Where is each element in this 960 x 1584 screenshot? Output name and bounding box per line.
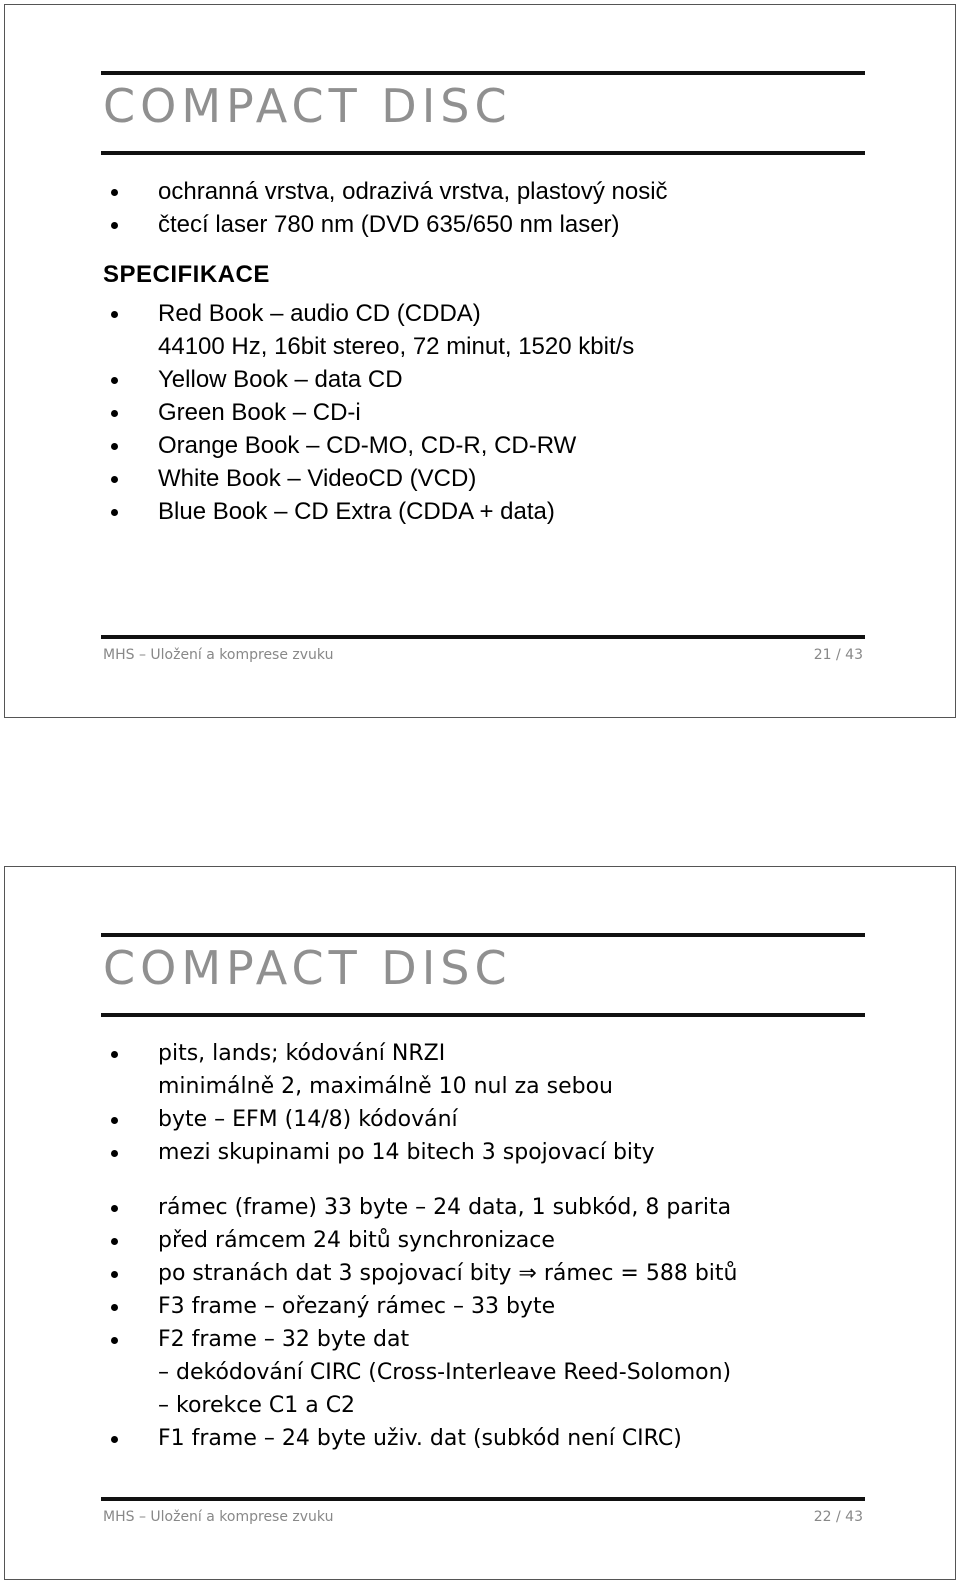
footer-rule	[101, 1497, 865, 1501]
list-item: Blue Book – CD Extra (CDDA + data)	[103, 495, 863, 528]
list-item: pits, lands; kódování NRZI	[103, 1037, 863, 1070]
list-item: F2 frame – 32 byte dat	[103, 1323, 863, 1356]
title-bottom-rule	[101, 1013, 865, 1017]
list-item: Red Book – audio CD (CDDA)	[103, 297, 863, 330]
list-item: po stranách dat 3 spojovací bity ⇒ rámec = 588 bitů	[103, 1257, 863, 1290]
list-item-continuation: 44100 Hz, 16bit stereo, 72 minut, 1520 kbit/s	[158, 333, 635, 360]
list-item: White Book – VideoCD (VCD)	[103, 462, 863, 495]
footer-course: MHS – Uložení a komprese zvuku	[103, 1509, 334, 1525]
slide-content	[103, 175, 863, 528]
slide-22	[4, 866, 956, 1580]
list-item: F1 frame – 24 byte uživ. dat (subkód není CIRC)	[103, 1422, 863, 1455]
list-item: mezi skupinami po 14 bitech 3 spojovací bity	[103, 1136, 863, 1169]
title-bottom-rule	[101, 151, 865, 155]
list-item-continuation: minimálně 2, maximálně 10 nul za sebou	[158, 1074, 613, 1099]
slide-title: COMPACT DISC	[103, 941, 512, 995]
page-number: 21 / 43	[813, 647, 863, 663]
list-item: ochranná vrstva, odrazivá vrstva, plastový nosič	[103, 175, 863, 208]
list-item: Green Book – CD-i	[103, 396, 863, 429]
list-item: F3 frame – ořezaný rámec – 33 byte	[103, 1290, 863, 1323]
list-item: Orange Book – CD-MO, CD-R, CD-RW	[103, 429, 863, 462]
list-subitem: – dekódování CIRC (Cross-Interleave Reed-Solomon)	[158, 1360, 732, 1385]
list-item: před rámcem 24 bitů synchronizace	[103, 1224, 863, 1257]
title-top-rule	[101, 933, 865, 937]
list-item: Yellow Book – data CD	[103, 363, 863, 396]
title-top-rule	[101, 71, 865, 75]
list-subitem: – korekce C1 a C2	[158, 1393, 356, 1418]
slide-21	[4, 4, 956, 718]
slide-content	[103, 1037, 863, 1455]
list-item: rámec (frame) 33 byte – 24 data, 1 subkód, 8 parita	[103, 1191, 863, 1224]
page-number: 22 / 43	[813, 1509, 863, 1525]
section-heading: SPECIFIKACE	[103, 261, 270, 288]
slide-title: COMPACT DISC	[103, 79, 512, 133]
list-item: čtecí laser 780 nm (DVD 635/650 nm laser)	[103, 208, 863, 241]
list-item: byte – EFM (14/8) kódování	[103, 1103, 863, 1136]
footer-course: MHS – Uložení a komprese zvuku	[103, 647, 334, 663]
footer-rule	[101, 635, 865, 639]
